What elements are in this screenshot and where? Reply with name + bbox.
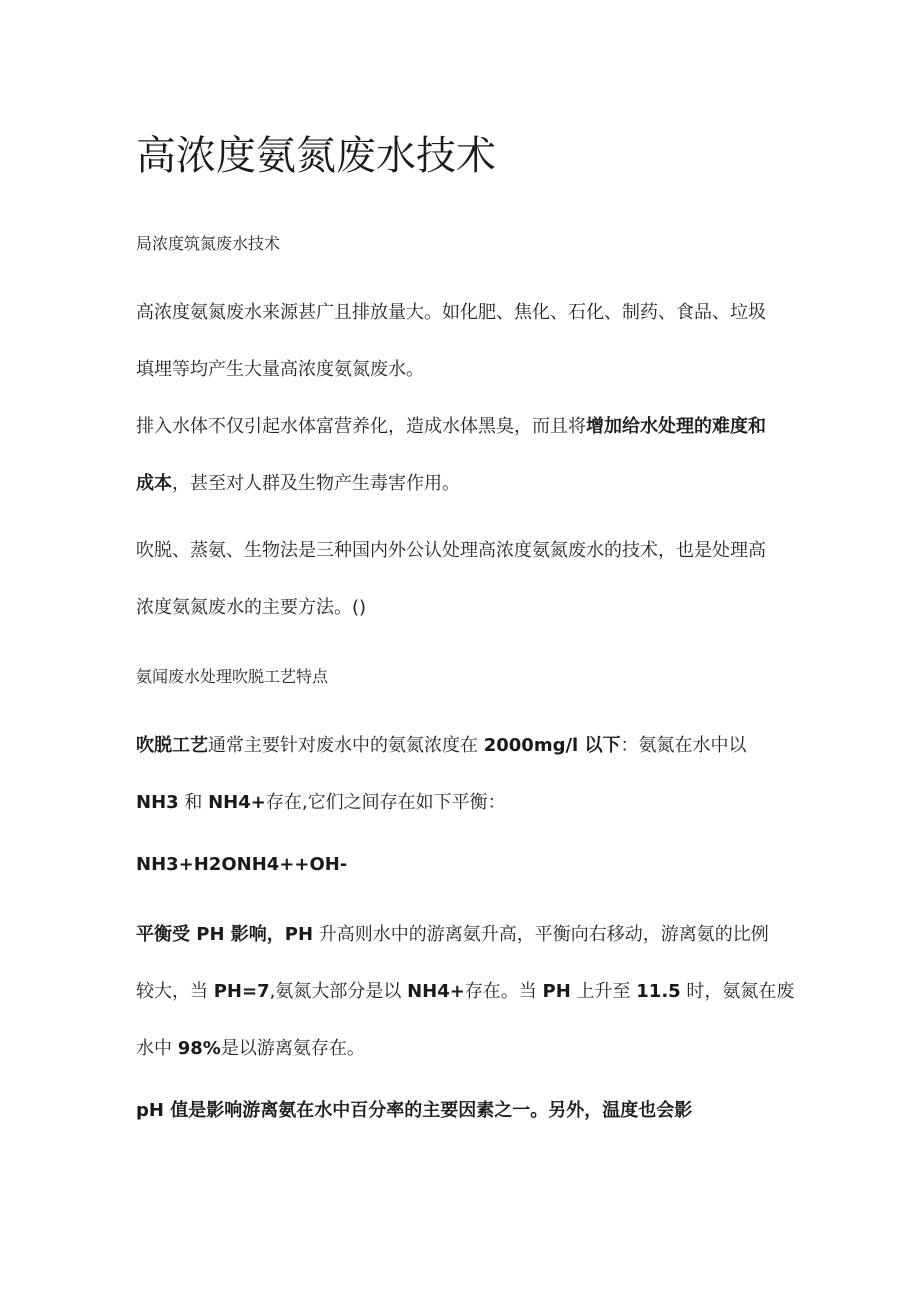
- text-run: ：氨氮在水中以: [620, 735, 747, 756]
- text-line: [136, 906, 786, 963]
- bold-text: PH=7: [213, 981, 270, 1002]
- text-run: 上升至: [570, 981, 637, 1002]
- paragraph-methods: [136, 522, 786, 636]
- equation-block: [136, 836, 786, 893]
- text-line: 高浓度氨氮废水来源甚广且排放量大。如化肥、焦化、石化、制药、食品、垃圾: [136, 302, 766, 323]
- text-run: ，甚至对人群及生物产生毒害作用。: [172, 473, 460, 494]
- document-title: 高浓度氨氮废水技术: [136, 133, 496, 179]
- equation: [136, 836, 786, 893]
- text-line: [136, 963, 795, 1020]
- bold-text: 增加给水处理的难度和: [586, 416, 766, 437]
- text-run: 存在。当: [464, 981, 543, 1002]
- bold-text: 2000mg/l 以下: [483, 735, 621, 756]
- bold-text: NH3: [136, 792, 179, 813]
- bold-text: 吹脱工艺: [136, 735, 208, 756]
- text-run: 时，氨氮在废: [680, 981, 795, 1002]
- text-line: [136, 1082, 786, 1139]
- paragraph-harm: [136, 398, 786, 512]
- text-run: 较大，当: [136, 981, 214, 1002]
- paragraph-stripping-process: [136, 717, 786, 831]
- paragraph-ph-factor: [136, 1082, 786, 1139]
- text-line: [136, 1020, 786, 1077]
- text-run: ,氨氮大部分是以: [269, 981, 408, 1002]
- text-run: 和: [178, 792, 209, 813]
- bold-text: 平衡受 PH 影响，PH: [136, 924, 314, 945]
- section-subheading: 局浓度筑氮废水技术: [136, 234, 281, 253]
- text-line: 填埋等均产生大量高浓度氨氮废水。: [136, 359, 424, 380]
- text-line: [136, 398, 786, 455]
- bold-text: 11.5: [636, 981, 681, 1002]
- bold-text: NH4+: [407, 981, 465, 1002]
- bold-text: 98%: [177, 1038, 221, 1059]
- bold-text: 成本: [136, 473, 172, 494]
- text-line: [136, 717, 786, 774]
- bold-text: NH3+H2ONH4++OH-: [136, 854, 348, 875]
- text-line: [136, 774, 786, 831]
- paragraph-ph-effect: [136, 906, 795, 1077]
- text-run: 是以游离氨存在。: [220, 1038, 365, 1059]
- text-run: 升高则水中的游离氨升高，平衡向右移动，游离氨的比例: [313, 924, 769, 945]
- text-line: 浓度氨氮废水的主要方法。(): [136, 597, 367, 618]
- text-run: 存在,它们之间存在如下平衡：: [265, 792, 506, 813]
- text-run: 排入水体不仅引起水体富营养化，造成水体黑臭，而且将: [136, 416, 586, 437]
- bold-text: NH4+: [208, 792, 266, 813]
- bold-text: pH 值是影响游离氨在水中百分率的主要因素之一。另外，温度也会影: [136, 1100, 693, 1121]
- text-line: [136, 455, 786, 512]
- section-subheading: 氨闻废水处理吹脱工艺特点: [136, 667, 329, 686]
- bold-text: PH: [542, 981, 571, 1002]
- text-run: 通常主要针对废水中的氨氮浓度在: [208, 735, 484, 756]
- paragraph-sources: [136, 284, 786, 398]
- text-line: 吹脱、蒸氨、生物法是三种国内外公认处理高浓度氨氮废水的技术，也是处理高: [136, 540, 766, 561]
- text-run: 水中: [136, 1038, 178, 1059]
